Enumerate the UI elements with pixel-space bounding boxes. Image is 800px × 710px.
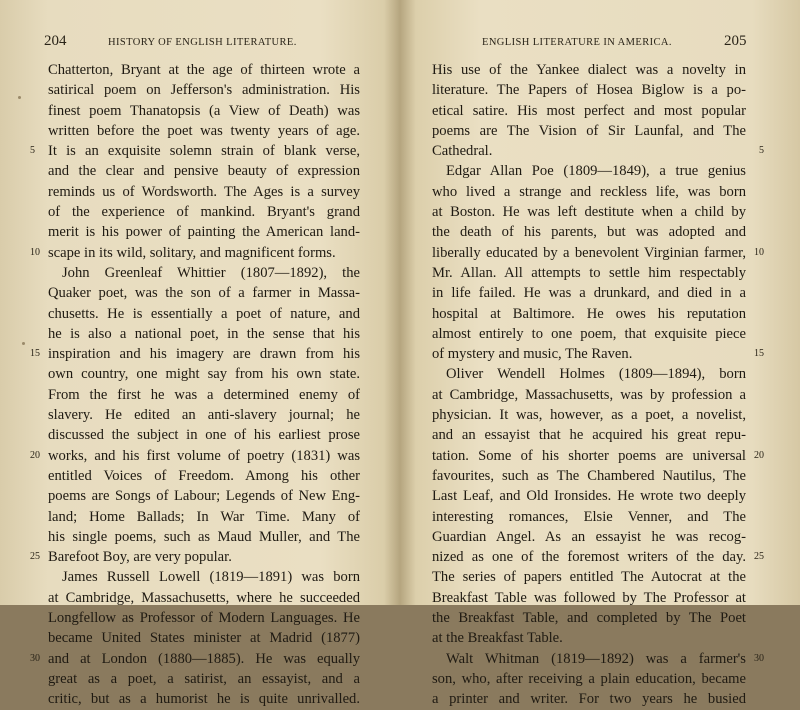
text-line <box>432 466 746 486</box>
line-text: John Greenleaf Whittier (1807—1892), the <box>62 264 360 281</box>
text-line <box>30 243 360 263</box>
line-text: merit is his power of painting the American land- <box>48 224 360 241</box>
line-text: Mr. Allan. All attempts to settle him respectably <box>432 264 746 281</box>
line-number: 10 <box>30 246 40 258</box>
line-text: Oliver Wendell Holmes (1809—1894), born <box>446 366 746 383</box>
line-text: inspiration and his imagery are drawn from his <box>48 346 360 363</box>
text-line <box>48 405 360 425</box>
text-line <box>432 446 764 466</box>
line-number: 5 <box>759 145 764 157</box>
text-line <box>48 507 360 527</box>
text-line <box>432 202 746 222</box>
text-line <box>432 405 746 425</box>
text-line <box>432 567 746 587</box>
line-text: at the Breakfast Table. <box>432 630 563 647</box>
text-line <box>30 547 360 567</box>
text-line <box>48 101 360 121</box>
text-line <box>432 141 764 161</box>
text-line <box>48 121 360 141</box>
line-number: 25 <box>754 551 764 563</box>
line-text: chusetts. He is essentially a poet of nature, and <box>48 305 360 322</box>
line-number: 20 <box>30 449 40 461</box>
text-line <box>432 263 746 283</box>
text-line <box>432 689 746 709</box>
text-line <box>48 364 360 384</box>
running-title: HISTORY OF ENGLISH LITERATURE. <box>108 37 297 48</box>
line-text: reminds us of Wordsworth. The Ages is a survey <box>48 183 360 200</box>
line-text: Quaker poet, was the son of a farmer in Massa- <box>48 285 360 302</box>
text-line <box>48 425 360 445</box>
text-line <box>30 141 360 161</box>
line-text: works, and his first volume of poetry (1831) was <box>48 447 360 464</box>
text-line <box>432 101 746 121</box>
text-line <box>432 121 746 141</box>
line-text: he is also a national poet, in the sense that his <box>48 325 360 342</box>
line-text: at Boston. He was left destitute when a child by <box>432 204 746 221</box>
line-text: and the clear and pensive beauty of expression <box>48 163 360 180</box>
line-text: favourites, such as The Chambered Nautilus, The <box>432 467 746 484</box>
text-line <box>432 324 746 344</box>
line-text: It is an exquisite solemn strain of blank verse, <box>48 143 360 160</box>
text-line <box>48 527 360 547</box>
text-line <box>30 446 360 466</box>
text-line <box>432 161 746 181</box>
line-number: 30 <box>30 652 40 664</box>
line-text: Walt Whitman (1819—1892) was a farmer's <box>446 650 746 667</box>
line-text: almost entirely to one poem, that exquisite piece <box>432 325 746 342</box>
text-line <box>432 507 746 527</box>
line-text: and at London (1880—1885). He was equally <box>48 650 360 667</box>
text-line <box>432 222 746 242</box>
text-line <box>48 283 360 303</box>
line-text: physician. It was, however, as a poet, a novelist, <box>432 407 746 424</box>
line-text: son, who, after receiving a plain education, became <box>432 670 746 687</box>
text-line <box>432 304 746 324</box>
line-text: finest poem Thanatopsis (a View of Death) was <box>48 102 360 119</box>
line-text: His use of the Yankee dialect was a novelty in <box>432 62 746 78</box>
line-text: From the first he was a determined enemy of <box>48 386 360 403</box>
text-line <box>432 60 746 80</box>
text-line <box>432 628 746 648</box>
line-text: Longfellow as Professor of Modern Languages. He <box>48 610 360 627</box>
line-number: 30 <box>754 652 764 664</box>
text-line <box>48 324 360 344</box>
text-line <box>432 669 746 689</box>
line-text: interesting romances, Elsie Venner, and The <box>432 508 746 525</box>
line-text: own country, one might say from his own state. <box>48 366 360 383</box>
text-line <box>48 182 360 202</box>
line-text: the Breakfast Table, and completed by The Poet <box>432 610 746 627</box>
line-text: scape in its wild, solitary, and magnificent forms. <box>48 244 336 261</box>
text-line <box>432 80 746 100</box>
text-line <box>432 588 746 608</box>
text-line <box>48 80 360 100</box>
line-text: Last Leaf, and Old Ironsides. He wrote two deeply <box>432 488 746 505</box>
line-text: who lived a strange and reckless life, was born <box>432 183 746 200</box>
line-text: great as a poet, a satirist, an essayist, and a <box>48 670 360 687</box>
right-page <box>402 0 800 708</box>
line-text: hospital at Baltimore. He owes his reputation <box>432 305 746 322</box>
line-text: The series of papers entitled The Autocrat at the <box>432 569 746 586</box>
line-text: entitled Voices of Freedom. Among his other <box>48 467 360 484</box>
line-text: his single poems, such as Maud Muller, and The <box>48 528 360 545</box>
line-text: Guardian Angel. As an essayist he was recog- <box>432 528 746 545</box>
text-line <box>48 263 360 283</box>
text-line <box>48 161 360 181</box>
text-line <box>48 202 360 222</box>
text-line <box>432 385 746 405</box>
text-line <box>432 182 746 202</box>
line-number: 15 <box>30 348 40 360</box>
text-line <box>48 628 360 648</box>
line-number: 20 <box>754 449 764 461</box>
text-line <box>48 608 360 628</box>
text-line <box>48 466 360 486</box>
line-text: Edgar Allan Poe (1809—1849), a true genius <box>446 163 746 180</box>
text-line <box>48 588 360 608</box>
text-line <box>432 486 746 506</box>
line-text: and an essayist that he acquired his great repu- <box>432 427 746 444</box>
line-text: of mystery and music, The Raven. <box>432 346 633 363</box>
line-text: critic, but as a humorist he is quite unrivalled. <box>48 691 360 708</box>
line-text: Cathedral. <box>432 143 493 160</box>
text-line <box>432 283 746 303</box>
page-number: 205 <box>724 33 747 49</box>
line-number: 15 <box>754 348 764 360</box>
text-line <box>48 486 360 506</box>
text-line <box>432 344 764 364</box>
line-number: 10 <box>754 246 764 258</box>
line-text: in life failed. He was a drunkard, and died in a <box>432 285 746 302</box>
text-line <box>432 364 746 384</box>
text-line <box>48 689 360 709</box>
line-text: nized as one of the foremost writers of the day. <box>432 549 746 566</box>
line-text: tation. Some of his shorter poems are universal <box>432 447 746 464</box>
line-text: at Cambridge, Massachusetts, where he succeeded <box>48 589 360 606</box>
line-text: James Russell Lowell (1819—1891) was born <box>62 569 360 586</box>
line-text: at Cambridge, Massachusetts, was by profession a <box>432 386 746 403</box>
text-line <box>432 547 764 567</box>
line-text: literature. The Papers of Hosea Biglow is a po- <box>432 82 746 99</box>
line-text: poems are Songs of Labour; Legends of New Eng- <box>48 488 360 505</box>
line-text: liberally educated by a benevolent Virginian farmer, <box>432 244 746 261</box>
left-page <box>0 0 398 708</box>
line-text: Barefoot Boy, are very popular. <box>48 549 232 566</box>
line-text: poems are The Vision of Sir Launfal, and The <box>432 122 746 139</box>
text-line <box>30 344 360 364</box>
line-text: discussed the subject in one of his earliest prose <box>48 427 360 444</box>
page-number: 204 <box>44 33 67 49</box>
text-line <box>432 527 746 547</box>
text-line <box>432 425 746 445</box>
text-line <box>432 608 746 628</box>
text-line <box>432 649 764 669</box>
text-line <box>48 222 360 242</box>
text-line <box>48 567 360 587</box>
text-line <box>48 60 360 80</box>
page-text <box>30 60 360 710</box>
line-text: slavery. He edited an anti-slavery journal; he <box>48 407 360 424</box>
line-text: Breakfast Table was followed by The Professor at <box>432 589 746 606</box>
text-line <box>48 669 360 689</box>
text-line <box>30 649 360 669</box>
line-text: the death of his parents, but was adopted and <box>432 224 746 241</box>
line-text: etical satire. His most perfect and most popular <box>432 102 746 119</box>
text-line <box>48 385 360 405</box>
line-number: 25 <box>30 551 40 563</box>
line-text: satirical poem on Jefferson's administration. His <box>48 82 360 99</box>
page-text <box>432 60 764 710</box>
text-line <box>48 304 360 324</box>
line-text: of the experience of mankind. Bryant's grand <box>48 204 360 221</box>
line-text: written before the poet was twenty years of age. <box>48 122 360 139</box>
running-title: ENGLISH LITERATURE IN AMERICA. <box>482 37 672 48</box>
line-text: a printer and writer. For two years he busied <box>432 691 746 708</box>
line-text: land; Home Ballads; In War Time. Many of <box>48 508 360 525</box>
line-text: became United States minister at Madrid (1877) <box>48 630 360 647</box>
line-number: 5 <box>30 145 35 157</box>
line-text: Chatterton, Bryant at the age of thirteen wrote a <box>48 62 360 78</box>
text-line <box>432 243 764 263</box>
